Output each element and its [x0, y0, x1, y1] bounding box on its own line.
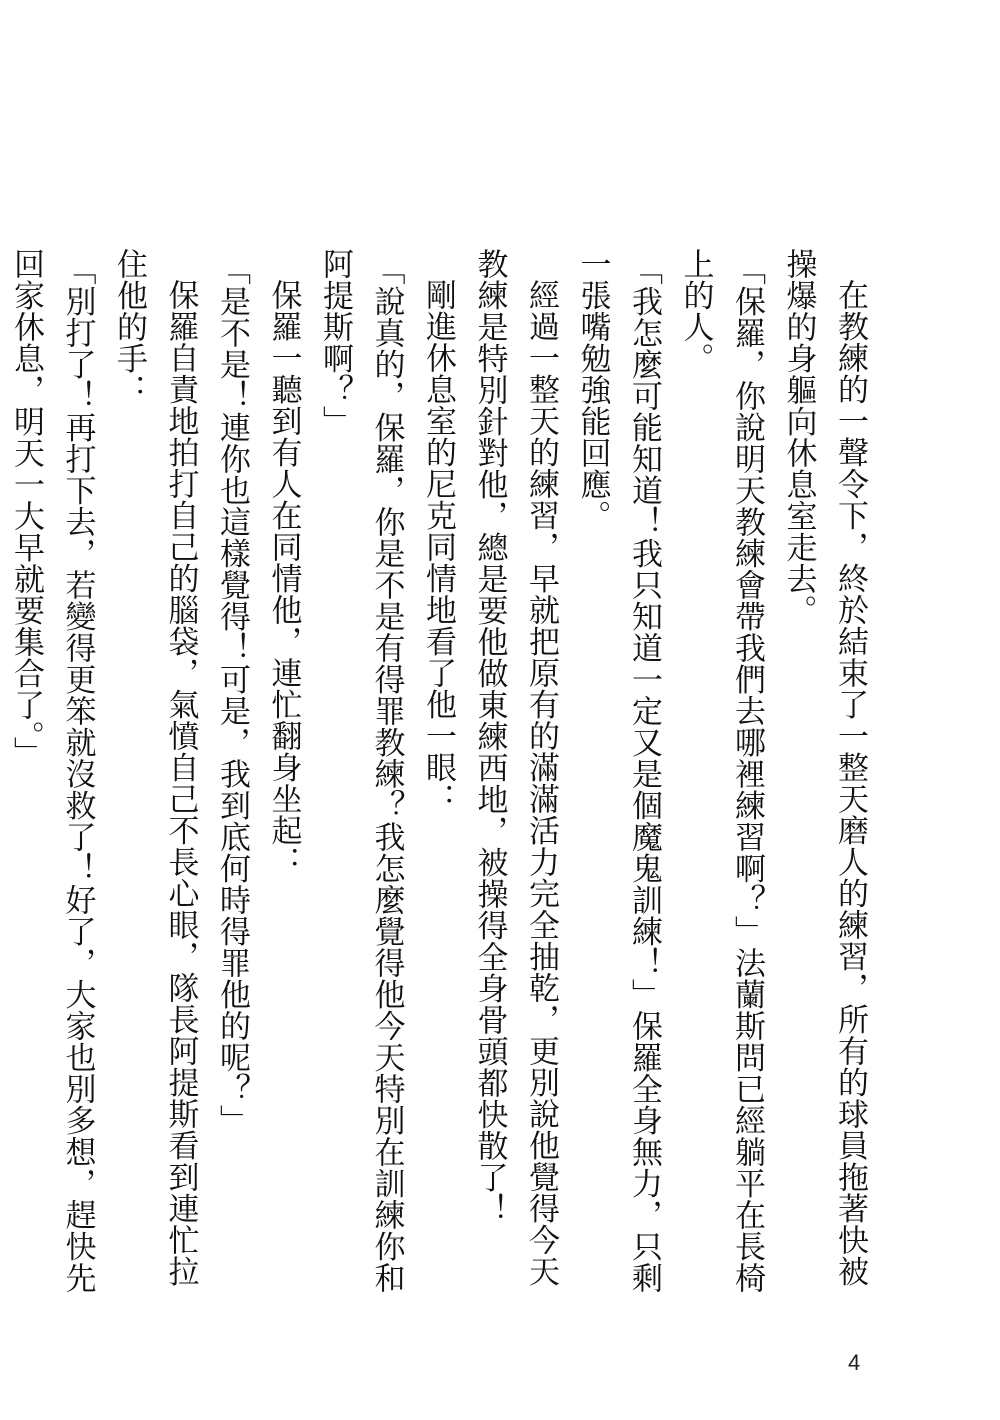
paragraph: 在教練的一聲令下，終於結束了一整天磨人的練習，所有的球員拖著快被操爆的身軀向休息室走去。 [780, 248, 868, 1287]
dialogue-paragraph: 「是不是！連你也這樣覺得！可是，我到底何時得罪他的呢？」 [214, 254, 250, 1137]
dialogue-paragraph: 「別打了！再打下去，若變得更笨就沒救了！好了，大家也別多想，趕快先回家休息，明天一大早就要集合了。」 [8, 248, 96, 1294]
dialogue-paragraph: 「我怎麼可能知道！我只知道一定又是個魔鬼訓練！」保羅全身無力，只剩一張嘴勉強能回應。 [574, 248, 662, 1294]
page-number: 4 [848, 1350, 861, 1375]
dialogue-paragraph: 「保羅，你說明天教練會帶我們去哪裡練習啊？」法蘭斯問已經躺平在長椅上的人。 [677, 248, 765, 1294]
paragraph: 保羅自責地拍打自己的腦袋，氣憤自己不長心眼，隊長阿提斯看到連忙拉住他的手： [111, 248, 199, 1287]
paragraph: 保羅一聽到有人在同情他，連忙翻身坐起： [265, 279, 302, 878]
dialogue-paragraph: 「說真的，保羅，你是不是有得罪教練？我怎麼覺得他今天特別在訓練你和阿提斯啊？」 [317, 248, 405, 1294]
vertical-text-body [0, 248, 875, 1308]
paragraph: 剛進休息室的尼克同情地看了他一眼： [420, 279, 456, 815]
paragraph: 經過一整天的練習，早就把原有的滿滿活力完全抽乾，更別說他覺得今天教練是特別針對他，總是要他做東練西地，被操得全身骨頭都快散了！ [471, 248, 559, 1287]
